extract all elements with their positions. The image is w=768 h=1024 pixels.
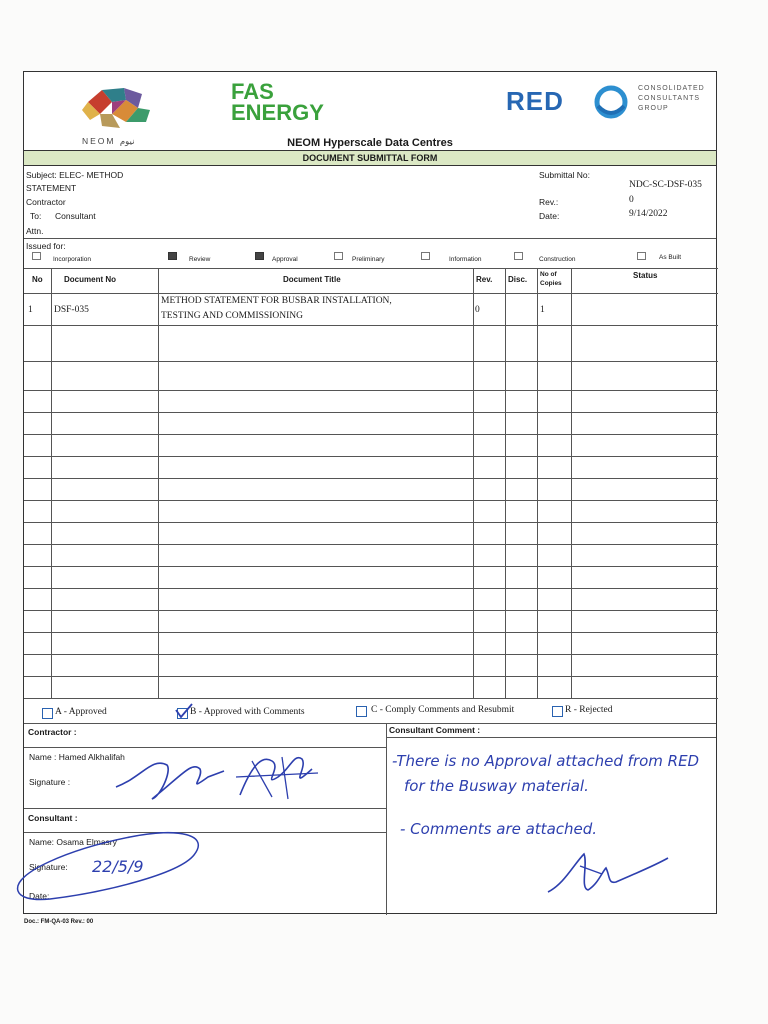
row-copies: 1 bbox=[540, 305, 545, 315]
row-no: 1 bbox=[28, 305, 33, 315]
consultant-comment-signature bbox=[544, 844, 674, 904]
divider bbox=[24, 808, 386, 809]
consultants-line3: GROUP bbox=[638, 105, 669, 112]
contractor-name: Name : Hamed Alkhalifah bbox=[29, 752, 125, 762]
code-r-label: R - Rejected bbox=[565, 705, 613, 715]
divider bbox=[387, 737, 716, 738]
divider bbox=[24, 723, 716, 724]
checkbox-review[interactable] bbox=[168, 252, 177, 260]
neom-logo-text: NEOM نيوم bbox=[82, 136, 135, 146]
row-doc-no: DSF-035 bbox=[54, 305, 89, 315]
col-header-rev: Rev. bbox=[476, 275, 493, 284]
submittal-form bbox=[23, 71, 717, 914]
contractor-label: Contractor : bbox=[28, 727, 77, 737]
consultants-line2: CONSULTANTS bbox=[638, 95, 701, 102]
code-r-checkbox[interactable] bbox=[552, 706, 563, 717]
to-label: To: bbox=[30, 211, 42, 221]
divider bbox=[386, 723, 387, 915]
subject-line2: STATEMENT bbox=[26, 183, 77, 193]
submittal-label: Submittal No: bbox=[539, 170, 591, 180]
issued-for-label: Issued for: bbox=[26, 241, 66, 251]
fas-logo-line1: FAS bbox=[231, 79, 274, 104]
attn-field: Attn. bbox=[26, 226, 44, 236]
date-label: Date: bbox=[539, 211, 560, 221]
contractor-signature-label: Signature : bbox=[29, 777, 71, 787]
handwritten-date: 22/5/9 bbox=[92, 857, 144, 876]
col-header-disc: Disc. bbox=[508, 275, 528, 284]
code-a-checkbox[interactable] bbox=[42, 708, 53, 719]
divider bbox=[24, 238, 716, 239]
fas-logo-line2: ENERGY bbox=[231, 100, 324, 125]
table-grid bbox=[24, 268, 718, 699]
comment-line2: for the Busway material. bbox=[404, 777, 589, 795]
form-title-band bbox=[24, 150, 716, 166]
checkbox-as-built[interactable] bbox=[637, 252, 646, 260]
date-value: 9/14/2022 bbox=[629, 209, 668, 219]
consultant-signature-label: Signature: bbox=[29, 862, 68, 872]
subject-line1: Subject: ELEC- METHOD bbox=[26, 170, 124, 180]
checkbox-approval[interactable] bbox=[255, 252, 264, 260]
footer-doc-code: Doc.: FM-QA-03 Rev.: 00 bbox=[24, 919, 94, 925]
option-incorporation: Incorporation bbox=[53, 256, 91, 263]
col-header-document-no: Document No bbox=[64, 275, 116, 284]
comment-line1: -There is no Approval attached from RED bbox=[392, 752, 700, 770]
checkbox-construction[interactable] bbox=[514, 252, 523, 260]
option-review: Review bbox=[189, 256, 211, 263]
rev-value: 0 bbox=[629, 195, 634, 205]
documents-table bbox=[24, 268, 718, 699]
red-logo-text: RED bbox=[506, 86, 564, 116]
code-c-checkbox[interactable] bbox=[356, 706, 367, 717]
comment-line3: - Comments are attached. bbox=[400, 820, 598, 838]
consultants-line1: CONSOLIDATED bbox=[638, 85, 705, 92]
date-label-signoff: Date: bbox=[29, 891, 50, 901]
project-title: NEOM Hyperscale Data Centres bbox=[287, 137, 453, 149]
checkbox-information[interactable] bbox=[421, 252, 430, 260]
form-title: DOCUMENT SUBMITTAL FORM bbox=[302, 153, 438, 163]
code-b-label: B - Approved with Comments bbox=[190, 707, 305, 717]
code-c-label: C - Comply Comments and Resubmit bbox=[371, 705, 515, 715]
consultant-comment-label: Consultant Comment : bbox=[389, 725, 481, 735]
option-approval: Approval bbox=[272, 256, 298, 263]
option-as-built: As Built bbox=[659, 254, 682, 261]
checkbox-incorporation[interactable] bbox=[32, 252, 41, 260]
rev-label: Rev.: bbox=[539, 197, 559, 207]
contractor-signature bbox=[112, 747, 322, 807]
row-rev: 0 bbox=[475, 305, 480, 315]
row-title-line2: TESTING AND COMMISSIONING bbox=[161, 311, 303, 321]
checkbox-preliminary[interactable] bbox=[334, 252, 343, 260]
red-logo-ring-icon bbox=[592, 84, 632, 120]
col-header-copies: No of Copies bbox=[540, 271, 562, 287]
consultant-name: Name: Osama Elmasry bbox=[29, 837, 117, 847]
col-header-status: Status bbox=[633, 271, 658, 280]
option-information: Information bbox=[449, 256, 482, 263]
consultant-label: Consultant : bbox=[28, 813, 78, 823]
to-value: Consultant bbox=[55, 211, 96, 221]
col-header-no: No bbox=[32, 275, 43, 284]
row-title-line1: METHOD STATEMENT FOR BUSBAR INSTALLATION, bbox=[161, 296, 392, 306]
neom-logo-icon bbox=[80, 84, 164, 134]
option-preliminary: Preliminary bbox=[352, 256, 385, 263]
submittal-value: NDC-SC-DSF-035 bbox=[629, 180, 702, 190]
option-construction: Construction bbox=[539, 256, 576, 263]
col-header-document-title: Document Title bbox=[283, 275, 341, 284]
code-a-label: A - Approved bbox=[55, 707, 107, 717]
contractor-field: Contractor bbox=[26, 197, 66, 207]
